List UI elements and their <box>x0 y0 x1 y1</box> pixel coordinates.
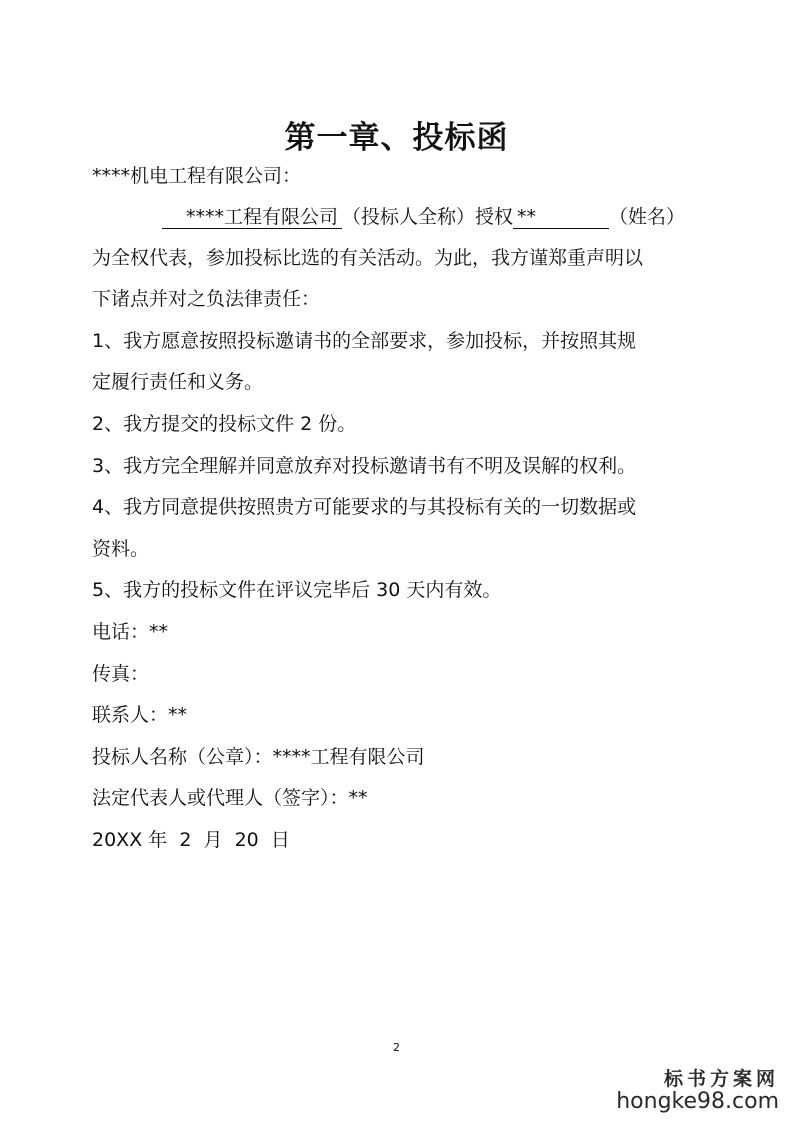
contact-person-line: 联系人：** <box>92 704 188 726</box>
item-2: 2、我方提交的投标文件 2 份。 <box>92 413 357 435</box>
phone-line: 电话：** <box>92 621 169 643</box>
item-4-line-1: 4、我方同意提供按照贵方可能要求的与其投标有关的一切数据或 <box>92 496 637 518</box>
item-1-line-2: 定履行责任和义务。 <box>92 371 264 393</box>
authorization-line-3: 下诸点并对之负法律责任： <box>92 288 321 310</box>
fax-line: 传真： <box>92 663 150 685</box>
page-number: 2 <box>393 1041 400 1054</box>
watermark <box>616 1068 779 1114</box>
bidder-name-line: 投标人名称（公章）：****工程有限公司 <box>92 746 425 768</box>
representative-signature-line: 法定代表人或代理人（签字）：** <box>92 787 368 809</box>
item-4-line-2: 资料。 <box>92 538 150 560</box>
page-title: 第一章、投标函 <box>284 120 509 156</box>
watermark-url: hongke98.com <box>616 1089 779 1114</box>
authorization-line-2: 为全权代表，参加投标比选的有关活动。为此，我方谨郑重声明以 <box>92 247 644 269</box>
watermark-brand: 标书方案网 <box>663 1068 779 1090</box>
company-hint: （投标人全称）授权 <box>342 206 514 228</box>
name-hint: （姓名） <box>609 206 686 228</box>
authorization-line <box>162 204 685 230</box>
company-name-blank: ****工程有限公司 <box>162 206 342 229</box>
date-line: 20XX 年 2 月 20 日 <box>92 829 290 851</box>
item-5: 5、我方的投标文件在评议完毕后 30 天内有效。 <box>92 579 502 601</box>
addressee: ****机电工程有限公司： <box>92 165 302 187</box>
representative-name-blank: ** <box>513 206 609 229</box>
item-3: 3、我方完全理解并同意放弃对投标邀请书有不明及误解的权利。 <box>92 455 637 477</box>
item-1-line-1: 1、我方愿意按照投标邀请书的全部要求，参加投标，并按照其规 <box>92 330 637 352</box>
